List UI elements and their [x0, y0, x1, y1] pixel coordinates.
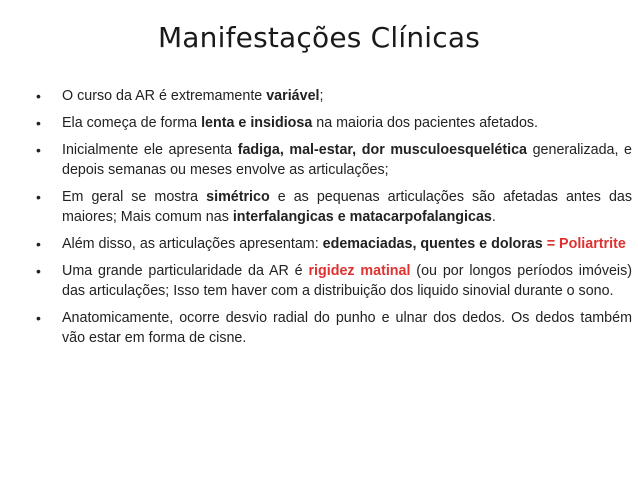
bullet-dot-icon: • [36, 263, 41, 279]
bullet-dot-icon: • [36, 310, 41, 326]
bullet-dot-icon: • [36, 142, 41, 158]
bullet-text: Em geral se mostra simétrico e as pequenas articulações são afetadas antes das maiores; Mais comum nas interfalangicas e matacarpofalangicas. [62, 189, 632, 225]
bullet-dot-icon: • [36, 88, 41, 104]
bullet-item [36, 113, 632, 133]
bullet-item [36, 86, 632, 106]
bullet-item [36, 261, 632, 301]
bullet-item [36, 308, 632, 348]
bullet-text: Ela começa de forma lenta e insidiosa na maioria dos pacientes afetados. [62, 115, 539, 131]
bullet-text: O curso da AR é extremamente variável; [62, 88, 324, 104]
bullet-dot-icon: • [36, 236, 41, 252]
bullet-list [36, 86, 632, 355]
bullet-text: Além disso, as articulações apresentam: edemaciadas, quentes e doloras = Poliartrite [62, 236, 626, 252]
bullet-item [36, 140, 632, 180]
bullet-item [36, 234, 632, 254]
slide-title: Manifestações Clínicas [157, 21, 481, 54]
bullet-item [36, 187, 632, 227]
bullet-text: Uma grande particularidade da AR é rigidez matinal (ou por longos períodos imóveis) das articulações; Isso tem haver com a distribuição dos liquido sinovial durante o sono. [62, 263, 633, 299]
bullet-text: Anatomicamente, ocorre desvio radial do punho e ulnar dos dedos. Os dedos também vão estar em forma de cisne. [62, 310, 632, 346]
bullet-dot-icon: • [36, 115, 41, 131]
bullet-dot-icon: • [36, 189, 41, 205]
bullet-text: Inicialmente ele apresenta fadiga, mal-estar, dor musculoesquelética generalizada, e depois semanas ou meses envolve as articulações; [62, 142, 632, 178]
